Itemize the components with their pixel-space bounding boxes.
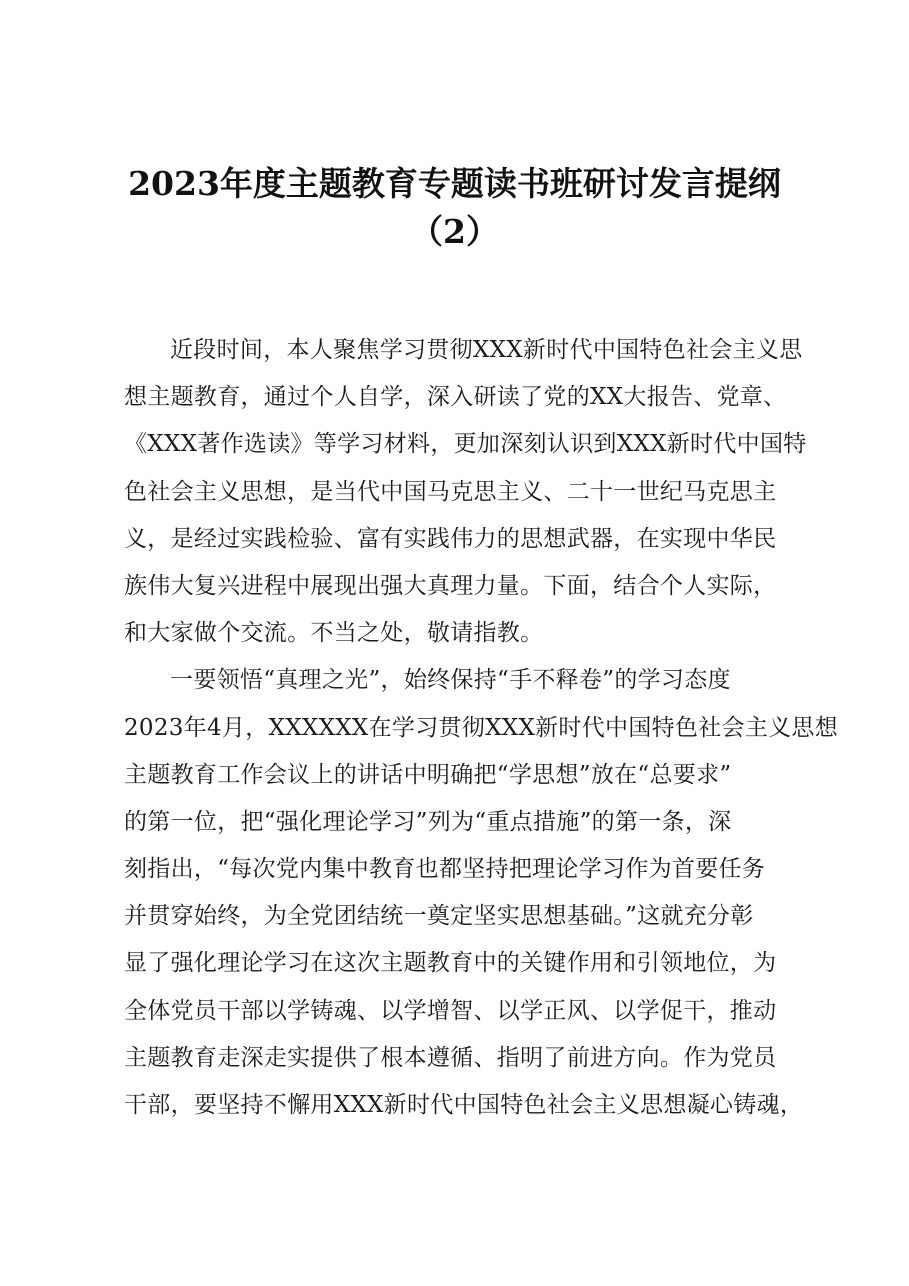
body-line: 2023年4月，XXXXXX在学习贯彻XXX新时代中国特色社会主义思想: [124, 714, 839, 741]
body-line: 刻指出，“每次党内集中教育也都坚持把理论学习作为首要任务: [124, 856, 766, 883]
document-title: [100, 160, 809, 256]
body-line: 主题教育工作会议上的讲话中明确把“学思想”放在“总要求”: [124, 761, 732, 788]
body-line: 和大家做个交流。不当之处，敬请指教。: [124, 620, 544, 647]
body-line: 干部，要坚持不懈用XXX新时代中国特色社会主义思想凝心铸魂，: [124, 1092, 804, 1118]
title-subtitle-number: （2）: [410, 212, 499, 251]
body-line: 近段时间，本人聚焦学习贯彻XXX新时代中国特色社会主义思: [170, 337, 803, 363]
body-line: 义，是经过实践检验、富有实践伟力的思想武器，在实现中华民: [124, 525, 777, 552]
document-body: [124, 327, 839, 1129]
body-line: 一要领悟“真理之光”，始终保持“手不释卷”的学习态度: [170, 667, 731, 694]
body-line: 想主题教育，通过个人自学，深入研读了党的XX大报告、党章、: [124, 384, 787, 411]
body-line: 并贯穿始终，为全党团结统一奠定坚实思想基础。”这就充分彰: [124, 903, 754, 930]
body-line: 主题教育走深走实提供了根本遵循、指明了前进方向。作为党员: [124, 1044, 777, 1071]
body-line: 色社会主义思想，是当代中国马克思主义、二十一世纪马克思主: [124, 478, 777, 505]
body-line: 族伟大复兴进程中展现出强大真理力量。下面，结合个人实际，: [124, 572, 777, 599]
body-line: 《XXX著作选读》等学习材料，更加深刻认识到XXX新时代中国特: [124, 431, 807, 458]
body-line: 显了强化理论学习在这次主题教育中的关键作用和引领地位，为: [124, 950, 777, 977]
body-line: 全体党员干部以学铸魂、以学增智、以学正风、以学促干，推动: [124, 997, 777, 1024]
title-line: 2023年度主题教育专题读书班研讨发言提纲: [128, 164, 781, 203]
body-line: 的第一位，把“强化理论学习”列为“重点措施”的第一条，深: [124, 808, 732, 835]
